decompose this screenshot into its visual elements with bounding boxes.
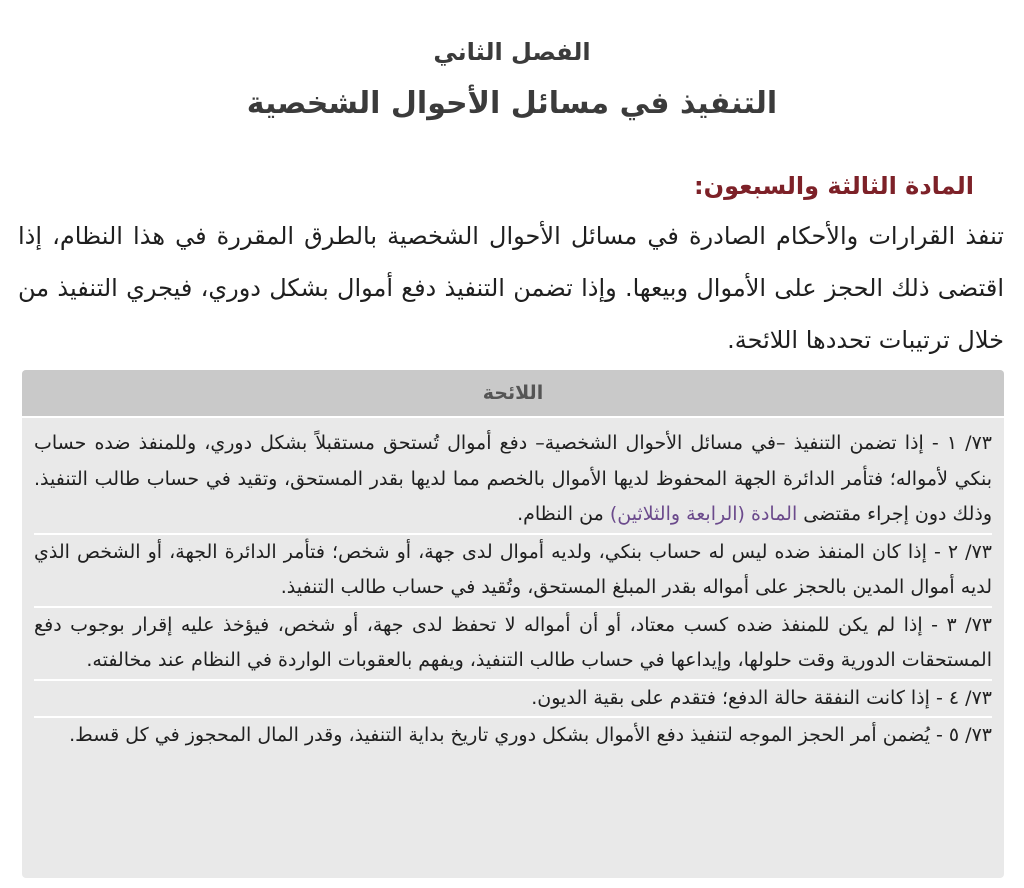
- regulation-item-text: إذا كانت النفقة حالة الدفع؛ فتقدم على بقية الديون.: [531, 686, 930, 709]
- regulation-item-number: ٧٣/ ٥ -: [936, 724, 992, 746]
- article-reference-link: المادة (الرابعة والثلاثين): [609, 503, 798, 525]
- regulation-item: [34, 533, 992, 606]
- chapter-label: الفصل الثاني: [433, 38, 591, 66]
- regulation-item-number: ٧٣/ ٣ -: [931, 613, 992, 636]
- regulation-item-number: ٧٣/ ١ -: [931, 432, 992, 454]
- regulation-header: اللائحة: [22, 370, 1004, 418]
- regulation-item: [34, 426, 992, 533]
- regulation-item-text: يُضمن أمر الحجز الموجه لتنفيذ دفع الأموال بشكل دوري تاريخ بداية التنفيذ، وقدر المال المحجوز في كل قسط.: [69, 724, 930, 746]
- regulation-item: [34, 679, 992, 717]
- regulation-item-text: إذا كان المنفذ ضده ليس له حساب بنكي، ولديه أموال لدى جهة، أو شخص؛ فتأمر الدائرة الجهة، أو الشخص الذي لديه أموال المدين بالحجز على أمواله بقدر المبلغ المستحق، وتُقيد في حساب طالب التنفيذ.: [34, 540, 992, 598]
- regulation-item-text: إذا تضمن التنفيذ –في مسائل الأحوال الشخصية– دفع أموال تُستحق مستقبلاً بشكل دوري، وللمنفذ ضده حساب بنكي لأمواله؛ فتأمر الدائرة الجهة المحفوظ لديها الأموال بالخصم مما لديها بقدر المستحق، وتقيد في حساب طالب التنفيذ. وذلك دون إجراء مقتضى: [34, 432, 992, 525]
- regulation-item-text: إذا لم يكن للمنفذ ضده كسب معتاد، أو أن أمواله لا تحفظ لدى جهة، أو شخص، فيؤخذ عليه إقرار بوجوب دفع المستحقات الدورية وقت حلولها، وإيداعها في حساب طالب التنفيذ، ويفهم بالعقوبات الواردة في النظام عند مخالفته.: [34, 613, 992, 671]
- article-body: تنفذ القرارات والأحكام الصادرة في مسائل الأحوال الشخصية بالطرق المقررة في هذا النظام، إذا اقتضى ذلك الحجز على الأموال وبيعها. وإذا تضمن التنفيذ دفع أموال بشكل دوري، فيجري التنفيذ من خلال ترتيبات تحددها اللائحة.: [18, 222, 1004, 354]
- chapter-title: التنفيذ في مسائل الأحوال الشخصية: [246, 86, 778, 121]
- regulation-item-text-end: من النظام.: [517, 503, 604, 525]
- regulation-box: [22, 370, 1004, 878]
- regulation-item-number: ٧٣/ ٤ -: [936, 686, 992, 709]
- article-heading: المادة الثالثة والسبعون:: [694, 172, 974, 200]
- regulation-item: [34, 716, 992, 754]
- regulation-body: [22, 418, 1004, 754]
- regulation-item-number: ٧٣/ ٢ -: [933, 540, 992, 563]
- regulation-item: [34, 606, 992, 679]
